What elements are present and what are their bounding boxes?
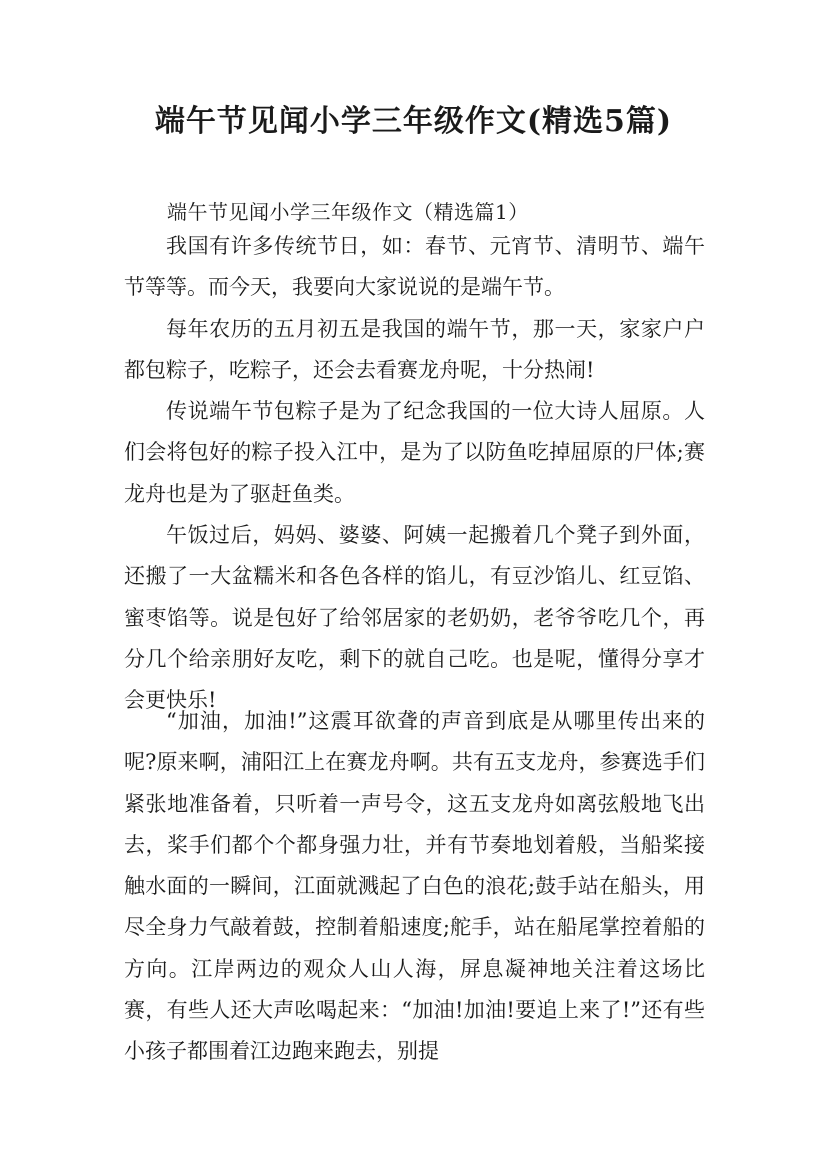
paragraph: 午饭过后，妈妈、婆婆、阿姨一起搬着几个凳子到外面，还搬了一大盆糯米和各色各样的馅儿，有豆沙馅儿、红豆馅、蜜枣馅等。说是包好了给邻居家的老奶奶，老爷爷吃几个，再分几个给亲朋好友吃，剩下的就自己吃。也是呢，懂得分享才会更快乐! bbox=[124, 523, 705, 713]
paragraph: 传说端午节包粽子是为了纪念我国的一位大诗人屈原。人们会将包好的粽子投入江中，是为了以防鱼吃掉屈原的尸体;赛龙舟也是为了驱赶鱼类。 bbox=[124, 399, 705, 506]
paragraph: 我国有许多传统节日，如：春节、元宵节、清明节、端午节等等。而今天，我要向大家说说的是端午节。 bbox=[124, 234, 705, 300]
section-subtitle: 端午节见闻小学三年级作文（精选篇1） bbox=[167, 200, 529, 224]
document-title: 端午节见闻小学三年级作文(精选5篇) bbox=[154, 104, 673, 139]
paragraph: “加油，加油!”这震耳欲聋的声音到底是从哪里传出来的呢?原来啊，浦阳江上在赛龙舟啊。共有五支龙舟，参赛选手们紧张地准备着，只听着一声号令，这五支龙舟如离弦般地飞出去，桨手们都个个都身强力壮，并有节奏地划着般，当船桨接触水面的一瞬间，江面就溅起了白色的浪花;鼓手站在船头，用尽全身力气敲着鼓，控制着船速度;舵手，站在船尾掌控着船的方向。江岸两边的观众人山人海，屏息凝神地关注着这场比赛，有些人还大声吆喝起来：“加油!加油!要追上来了!”还有些小孩子都围着江边跑来跑去，别提 bbox=[124, 709, 705, 1064]
paragraph: 每年农历的五月初五是我国的端午节，那一天，家家户户都包粽子，吃粽子，还会去看赛龙舟呢，十分热闹! bbox=[124, 317, 705, 383]
